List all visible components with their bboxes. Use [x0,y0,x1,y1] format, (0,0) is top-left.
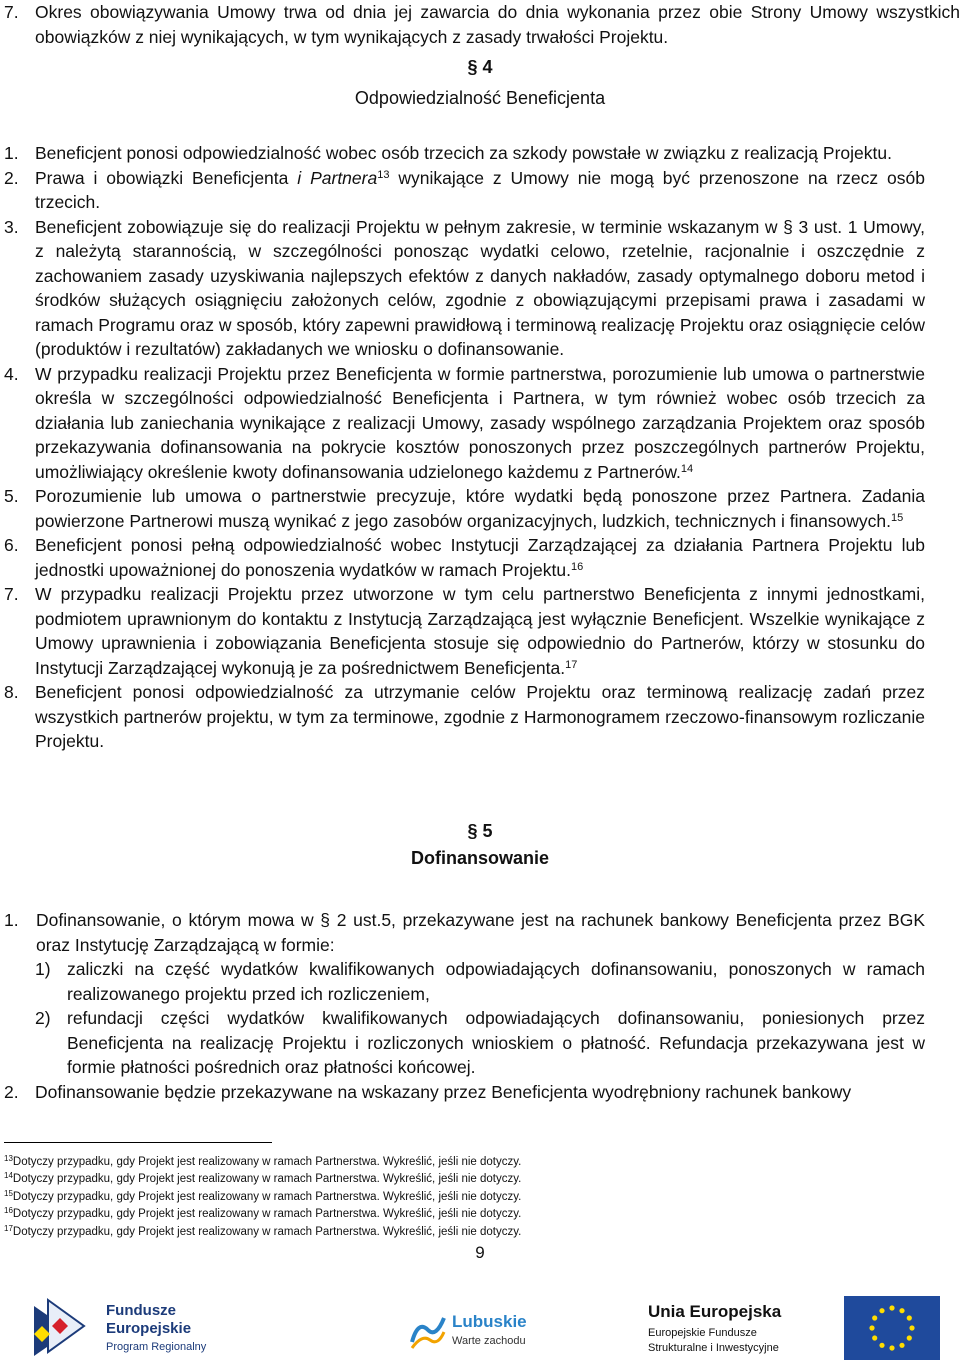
footnote [4,1206,521,1223]
list-item [0,1080,925,1105]
item-text: wynikające z Umowy nie mogą być przenoszone na rzecz osób trzecich. [35,167,926,212]
section-4-list [0,141,925,754]
item-text: W przypadku realizacji Projektu przez utworzone w tym celu partnerstwo Beneficjenta z innymi jednostkami, podmiotem uprawnionym do kontaktu z Instytucją Zarządzającą jest wyłącznie Beneficjent. Wszelkie wynikające z Umowy uprawnienia i zobowiązania Beneficjenta stosuje się odpowiednio do Partnerów, którzy w stosunku do Instytucji Zarządzającej wykonują je za pośrednictwem Beneficjenta. [35,584,925,678]
section-title: Dofinansowanie [410,848,549,868]
item-number: 2. [4,1081,19,1102]
footnote-divider [4,1142,272,1143]
fundusze-europejskie-logo [28,1296,268,1366]
list-item [0,362,925,485]
item-text: Beneficjent ponosi odpowiedzialność za utrzymanie celów Projektu oraz terminową realizację zadań przez wszystkich partnerów projektu, w tym za terminowe, zgodnie z Harmonogramem rzeczowo-finansowym rozliczanie Projektu. [35,682,925,751]
item-number: 7. [4,584,19,604]
item-number: 3. [4,216,19,237]
list-item [0,533,925,582]
fundusze-europejskie-star-icon [28,1296,98,1366]
item-number: 8. [4,682,19,702]
eu-flag-icon [844,1296,940,1360]
item-number: 1. [4,910,19,930]
ue-line1: Unia Europejska [648,1302,782,1321]
item-number: 4. [4,363,19,384]
sub-item [0,1006,925,1080]
footnote-ref: 15 [890,511,904,524]
item-number: 2. [4,167,19,188]
list-item [0,141,925,166]
item-text: Okres obowiązywania Umowy trwa od dnia jej zawarcia do dnia wykonania przez obie Strony Umowy wszystkich obowiązków z niej wynikających, w tym wynikających z zasady trwałości Projektu. [35,2,960,47]
list-item [0,680,925,754]
item-number: 7. [4,2,19,22]
item-text: zaliczki na część wydatków kwalifikowanych odpowiadających dofinansowaniu, ponoszonych w ramach realizowanego projektu przed ich rozliczeniem, [67,959,925,1004]
section-symbol: § 4 [467,57,493,77]
footnote-ref: 14 [680,462,694,475]
fe-line2: Europejskie [106,1320,192,1337]
footnote-text: Dotyczy przypadku, gdy Projekt jest realizowany w ramach Partnerstwa. Wykreślić, jeśli nie dotyczy. [12,1190,522,1203]
footnote-text: Dotyczy przypadku, gdy Projekt jest realizowany w ramach Partnerstwa. Wykreślić, jeśli nie dotyczy. [12,1225,522,1238]
list-item [0,484,925,533]
item-number: 5. [4,486,19,506]
footnote-ref: 13 [377,168,390,181]
ue-line3: Strukturalne i Inwestycyjne [648,1342,779,1354]
paragraph-7 [0,0,960,49]
section-4-heading [0,54,960,112]
footnote-number: 13 [4,1154,13,1163]
section-symbol: § 5 [467,821,493,841]
list-item [0,166,925,215]
item-text: Beneficjent ponosi pełną odpowiedzialność wobec Instytucji Zarządzającej za działania Partnera Projektu lub jednostki upoważnionej do ponoszenia wydatków w ramach Projektu. [35,535,925,580]
footnote [4,1154,521,1171]
item-number: 1) [35,959,51,979]
italic-text: i Partnera [297,167,378,188]
item-text: refundacji części wydatków kwalifikowanych odpowiadających dofinansowaniu, poniesionych przez Beneficjenta na realizację Projektu i rozliczonych wnioskiem o płatność. Refundacja przekazywana jest w formie płatności pośrednich oraz płatności końcowej. [67,1008,925,1077]
footnote-number: 16 [4,1206,13,1216]
section-title: Odpowiedzialność Beneficjenta [354,88,606,108]
footnote [4,1189,521,1206]
fe-line3: Program Regionalny [106,1341,207,1353]
footnote [4,1171,521,1188]
lubuskie-name: Lubuskie [452,1312,527,1331]
footnote-number: 14 [4,1171,13,1181]
footnote-ref: 16 [571,560,584,573]
footnote-text: Dotyczy przypadku, gdy Projekt jest realizowany w ramach Partnerstwa. Wykreślić, jeśli nie dotyczy. [12,1173,522,1186]
footnote-text: Dotyczy przypadku, gdy Projekt jest realizowany w ramach Partnerstwa. Wykreślić, jeśli nie dotyczy. [12,1208,522,1221]
logo-bar [0,1290,960,1372]
item-number: 6. [4,535,19,555]
lubuskie-logo [408,1304,548,1360]
footnotes [4,1154,521,1241]
footnote-number: 15 [4,1188,13,1198]
lubuskie-wave-icon [408,1312,448,1352]
item-text: W przypadku realizacji Projektu przez Beneficjenta w formie partnerstwa, porozumienie lub umowa o partnerstwie określa w szczególności odpowiedzialność Beneficjenta i Partnera, w tym również wobec osób trzecich za działania lub zaniechania wynikające z realizacji Umowy, zasady wspólnego zarządzania Projektem oraz sposób przekazywania dofinansowania na pokrycie kosztów ponoszonych przez poszczególnych partnerów Projektu, umożliwiający określenie kwoty dofinansowania udzielonego każdemu z Partnerów. [35,363,925,482]
item-number: 2) [35,1008,51,1028]
item-number: 1. [4,143,19,163]
list-item [0,215,925,362]
sub-item [0,957,925,1006]
item-text: Dofinansowanie, o którym mowa w § 2 ust.5, przekazywane jest na rachunek bankowy Beneficjenta przez BGK oraz Instytucję Zarządzającą w formie: [36,910,925,955]
fe-line1: Fundusze [106,1302,176,1319]
section-5-heading [0,818,960,872]
item-text: Porozumienie lub umowa o partnerstwie precyzuje, które wydatki będą ponoszone przez Partnera. Zadania powierzone Partnerowi muszą wynikać z jego zasobów organizacyjnych, ludzkich, technicznych i finansowych. [35,486,925,531]
item-text: Beneficjent ponosi odpowiedzialność wobec osób trzecich za szkody powstałe w związku z realizacją Projektu. [35,143,892,163]
footnote-ref: 17 [565,658,578,671]
item-text: Beneficjent zobowiązuje się do realizacji Projektu w pełnym zakresie, w terminie wskazanym w § 3 ust. 1 Umowy, z należytą starannością, w szczególności ponosząc wydatki celowo, rzetelnie, racjonalnie i oszczędnie z zachowaniem zasady uzyskiwania najlepszych efektów z danych nakładów, zasady optymalnego doboru metod i środków służących osiągnięciu założonych celów, zgodnie z obowiązującymi przepisami prawa i zasadami w ramach Programu oraz w sposób, który zapewni prawidłową i terminową realizację Projektu oraz osiągnięcie celów (produktów i rezultatów) zakładanych we wniosku o dofinansowanie. [35,216,925,359]
list-item [0,908,925,957]
footnote-number: 17 [4,1223,13,1233]
lubuskie-tagline: Warte zachodu [452,1335,526,1347]
item-text: Dofinansowanie będzie przekazywane na wskazany przez Beneficjenta wyodrębniony rachunek bankowy [35,1081,852,1102]
ue-line2: Europejskie Fundusze [648,1327,757,1339]
footnote-text: Dotyczy przypadku, gdy Projekt jest realizowany w ramach Partnerstwa. Wykreślić, jeśli nie dotyczy. [12,1156,522,1168]
unia-europejska-logo [648,1296,948,1366]
section-5-list [0,908,925,1104]
footnote [4,1224,521,1241]
page-number: 9 [475,1243,485,1262]
item-text: Prawa i obowiązki Beneficjenta [35,167,298,188]
list-item [0,582,925,680]
